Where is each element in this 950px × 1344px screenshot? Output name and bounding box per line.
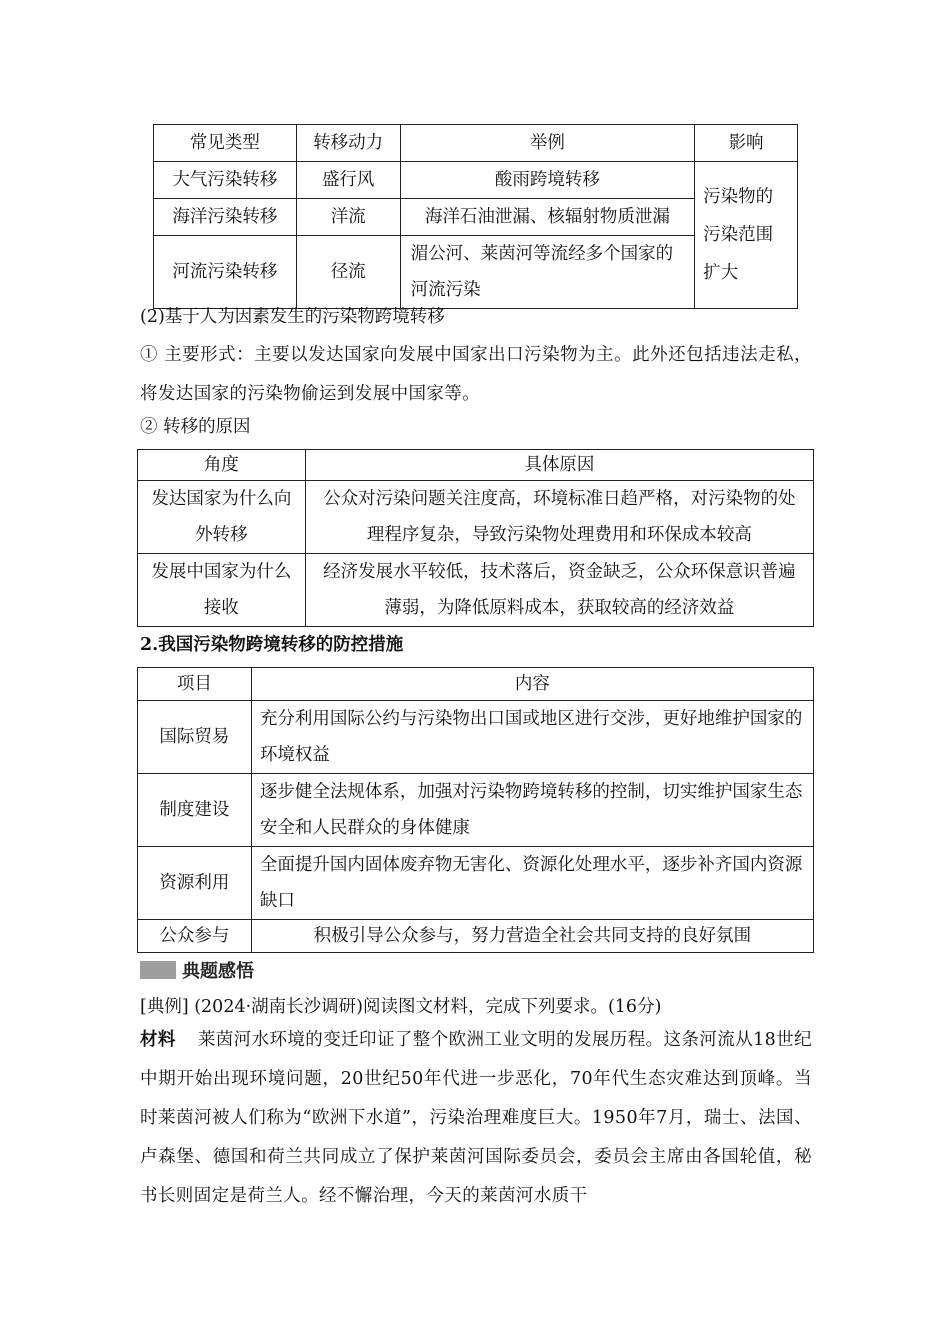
subheading: (2)基于人为因素发生的污染物跨境转移 — [140, 307, 445, 327]
table-row — [138, 774, 814, 847]
table-cell: 径流 — [296, 236, 400, 309]
prevention-measures-table — [137, 667, 814, 953]
example-heading: [典例] (2024·湖南长沙调研)阅读图文材料，完成下列要求。(16分) — [140, 997, 662, 1017]
table-cell: 公众参与 — [138, 920, 252, 953]
table-cell: 逐步健全法规体系，加强对污染物跨境转移的控制，切实维护国家生态安全和人民群众的身体健康 — [251, 774, 813, 847]
material-text: 莱茵河水环境的变迁印证了整个欧洲工业文明的发展历程。这条河流从18世纪中期开始出现环境问题，20世纪50年代进一步恶化，70年代生态灾难达到顶峰。当时莱茵河被人们称为“欧洲下水道”，污染治理难度巨大。1950年7月，瑞士、法国、卢森堡、德国和荷兰共同成立了保护莱茵河国际委员会，委员会主席由各国轮值，秘书长则固定是荷兰人。经不懈治理，今天的莱茵河水质干 — [140, 1030, 812, 1206]
table-cell: 酸雨跨境转移 — [400, 162, 695, 199]
table-header: 角度 — [138, 450, 306, 481]
table-cell: 公众对污染问题关注度高，环境标准日趋严格，对污染物的处理程序复杂，导致污染物处理费用和环保成本较高 — [305, 481, 813, 554]
table-cell: 发展中国家为什么接收 — [138, 554, 306, 627]
table-cell: 大气污染转移 — [154, 162, 297, 199]
table-header: 项目 — [138, 668, 252, 701]
table-row — [138, 554, 814, 627]
table-cell: 海洋污染转移 — [154, 199, 297, 236]
table-cell: 湄公河、莱茵河等流经多个国家的河流污染 — [400, 236, 695, 309]
section-heading: 2.我国污染物跨境转移的防控措施 — [140, 635, 404, 655]
transfer-reasons-table — [137, 449, 814, 627]
section-title: 典题感悟 — [182, 961, 254, 982]
paragraph-main-form: ① 主要形式：主要以发达国家向发展中国家出口污染物为主。此外还包括违法走私，将发达国家的污染物偷运到发展中国家等。 — [140, 345, 812, 404]
table-cell: 盛行风 — [296, 162, 400, 199]
table-cell: 全面提升国内固体废弃物无害化、资源化处理水平，逐步补齐国内资源缺口 — [251, 847, 813, 920]
table-cell: 发达国家为什么向外转移 — [138, 481, 306, 554]
table-cell: 洋流 — [296, 199, 400, 236]
table-header: 具体原因 — [305, 450, 813, 481]
table-header: 内容 — [251, 668, 813, 701]
table-row — [138, 701, 814, 774]
material-paragraph — [140, 1021, 812, 1216]
impact-cell: 污染物的污染范围扩大 — [695, 162, 798, 309]
table-header: 转移动力 — [296, 125, 400, 162]
table-header: 举例 — [400, 125, 695, 162]
subheading: ② 转移的原因 — [140, 417, 251, 437]
section-header — [140, 958, 254, 982]
table-row — [138, 847, 814, 920]
table-header: 影响 — [695, 125, 798, 162]
table-row — [138, 481, 814, 554]
pollution-transfer-table — [153, 124, 798, 309]
table-cell: 河流污染转移 — [154, 236, 297, 309]
table-cell: 国际贸易 — [138, 701, 252, 774]
table-cell: 经济发展水平较低，技术落后，资金缺乏，公众环保意识普遍薄弱，为降低原料成本，获取较高的经济效益 — [305, 554, 813, 627]
table-cell: 制度建设 — [138, 774, 252, 847]
table-cell: 海洋石油泄漏、核辐射物质泄漏 — [400, 199, 695, 236]
table-row — [154, 162, 798, 199]
material-label: 材料 — [140, 1030, 176, 1050]
table-cell: 充分利用国际公约与污染物出口国或地区进行交涉，更好地维护国家的环境权益 — [251, 701, 813, 774]
table-header: 常见类型 — [154, 125, 297, 162]
table-row — [138, 920, 814, 953]
section-bar-icon — [140, 961, 176, 979]
table-cell: 积极引导公众参与，努力营造全社会共同支持的良好氛围 — [251, 920, 813, 953]
table-cell: 资源利用 — [138, 847, 252, 920]
